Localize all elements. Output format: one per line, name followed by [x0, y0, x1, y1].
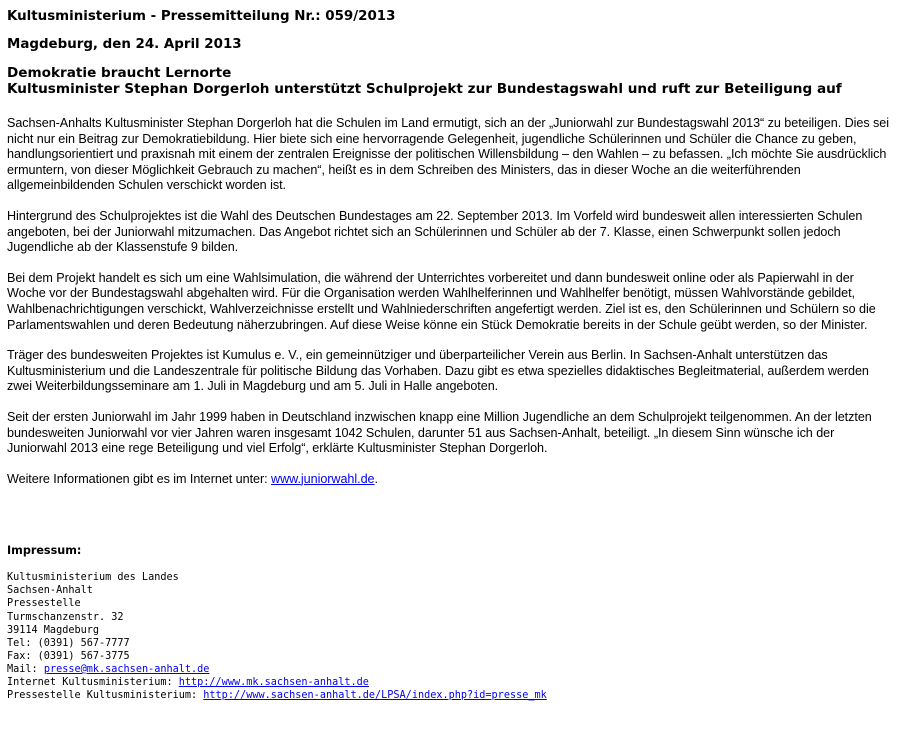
- press-office-label: Pressestelle Kultusministerium:: [7, 690, 204, 702]
- document-title: Kultusministerium - Pressemitteilung Nr.: 059/2013: [7, 9, 396, 24]
- release-date: Magdeburg, den 24. April 2013: [7, 37, 242, 52]
- impressum-mail: [7, 663, 895, 676]
- juniorwahl-link[interactable]: www.juniorwahl.de: [271, 471, 375, 486]
- body-paragraph-2: Hintergrund des Schulprojektes ist die Wahl des Deutschen Bundestages am 22. September 2013. Im Vorfeld wird bundesweit allen interessierten Schulen angeboten, bei der Juniorwahl mitzumachen. Das Angebot richtet sich an Schülerinnen und Schüler ab der 7. Klasse, einen Schwerpunkt sollen jedoch Jugendliche ab der Klassenstufe 9 bilden.: [7, 208, 863, 255]
- body-paragraph-4: Träger des bundesweiten Projektes ist Kumulus e. V., ein gemeinnütziger und überparteilicher Verein aus Berlin. In Sachsen-Anhalt unterstützen das Kultusministerium und die Landeszentrale für politische Bildung das Vorhaben. Dazu gibt es etwa spezielles didaktisches Begleitmaterial, außerdem werden zwei Weiterbildungsseminare am 1. Juli in Magdeburg und am 5. Juli in Halle angeboten.: [7, 348, 869, 394]
- subheadline: Kultusminister Stephan Dorgerloh unterstützt Schulprojekt zur Bundestagswahl und ruft zur Beteiligung auf: [7, 81, 842, 97]
- impressum-heading: Impressum:: [7, 544, 82, 558]
- more-info-suffix: .: [374, 471, 378, 486]
- impressum-phone: Tel: (0391) 567-7777: [7, 637, 130, 649]
- mail-label: Mail:: [7, 663, 44, 675]
- body-paragraph-1: Sachsen-Anhalts Kultusminister Stephan Dorgerloh hat die Schulen im Land ermutigt, sich an der „Juniorwahl zur Bundestagswahl 2013“ zu beteiligen. Dies sei nicht nur ein Beitrag zur Demokratiebildung. Hier biete sich eine hervorragende Gelegenheit, jugendliche Schülerinnen und Schüler die Chance zu geben, handlungsorientiert und praxisnah mit einem der zentralen Ereignisse der politischen Willensbildung – den Wahlen – zu befassen. „Ich möchte Sie ausdrücklich ermuntern, von dieser Möglichkeit Gebrauch zu machen“, heißt es in dem Schreiben des Ministers, das in dieser Woche an die weiterführenden allgemeinbildenden Schulen verschickt worden ist.: [7, 116, 889, 193]
- impressum-line: 39114 Magdeburg: [7, 624, 100, 636]
- body-paragraph-5: Seit der ersten Juniorwahl im Jahr 1999 haben in Deutschland inzwischen knapp eine Million Jugendliche an dem Schulprojekt teilgenommen. An der letzten bundesweiten Juniorwahl vor vier Jahren waren insgesamt 1042 Schulen, darunter 51 aus Sachsen-Anhalt, beteiligt. „In diesem Sinn wünsche ich der Juniorwahl 2013 eine rege Beteiligung und viel Erfolg“, erklärte Kultusminister Stephan Dorgerloh.: [7, 409, 872, 456]
- press-office-link[interactable]: http://www.sachsen-anhalt.de/LPSA/index.php?id=presse_mk: [203, 690, 547, 702]
- more-info-line: [7, 472, 895, 488]
- internet-label: Internet Kultusministerium:: [7, 677, 179, 689]
- mail-link[interactable]: presse@mk.sachsen-anhalt.de: [43, 663, 210, 675]
- impressum-line: Turmschanzenstr. 32: [7, 611, 124, 623]
- impressum-internet: [7, 676, 895, 689]
- impressum-line: Pressestelle: [7, 598, 81, 610]
- impressum-fax: Fax: (0391) 567-3775: [7, 650, 130, 662]
- impressum-line: Sachsen-Anhalt: [7, 585, 93, 597]
- body-paragraph-3: Bei dem Projekt handelt es sich um eine Wahlsimulation, die während der Unterrichtes vorbereitet und dann bundesweit online oder als Papierwahl in der Woche vor der Bundestagswahl abgehalten wird. Für die Organisation werden Wahlhelferinnen und Wahlhelfer benötigt, müssen Wahlvorstände gebildet, Wahlbenachrichtigungen verschickt, Wahlverzeichnisse erstellt und Wahlniederschriften angefertigt werden. Ziel ist es, den Schülerinnen und Schülern so die Parlamentswahlen und deren Bedeutung näherzubringen. Auf diese Weise könne ein Stück Demokratie bereits in der Schule geübt werden, so der Minister.: [7, 270, 876, 332]
- impressum-press-office: [7, 689, 895, 702]
- impressum-line: Kultusministerium des Landes: [7, 572, 179, 584]
- more-info-text: Weitere Informationen gibt es im Internet unter:: [7, 471, 272, 486]
- ministry-website-link[interactable]: http://www.mk.sachsen-anhalt.de: [178, 677, 369, 689]
- press-release-document: [7, 6, 895, 702]
- headline: Demokratie braucht Lernorte: [7, 65, 232, 81]
